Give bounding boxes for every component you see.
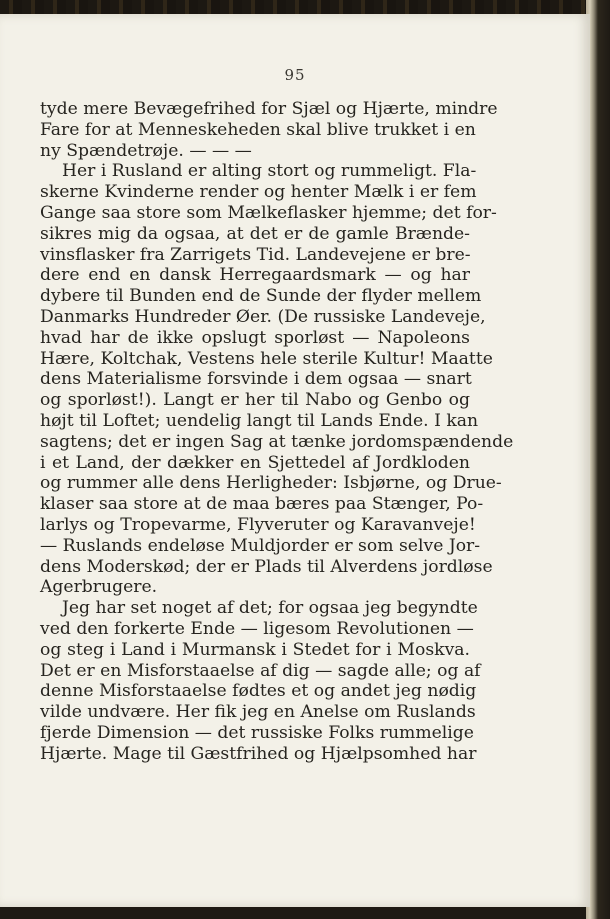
- text-line: ny Spændetrøje. — — —: [40, 140, 252, 161]
- text-line: dens Materialisme forsvinde i dem ogsaa — snart: [40, 369, 472, 390]
- text-line: Hære, Koltchak, Vestens hele sterile Kultur! Maatte: [40, 348, 493, 369]
- text-line: Hjærte. Mage til Gæstfrihed og Hjælpsomhed har: [40, 743, 477, 764]
- text-line: dere end en dansk Herregaardsmark — og har: [40, 265, 470, 286]
- text-line: og rummer alle dens Herligheder: Isbjørne, og Drue-: [40, 473, 502, 494]
- book-page: [0, 14, 590, 907]
- text-line: Fare for at Menneskeheden skal blive trukket i en: [40, 119, 476, 140]
- text-line: og sporløst!). Langt er her til Nabo og Genbo og: [40, 390, 470, 411]
- text-line: ved den forkerte Ende — ligesom Revolutionen —: [40, 618, 474, 639]
- text-line: sikres mig da ogsaa, at det er de gamle Brænde-: [40, 223, 470, 244]
- text-line: højt til Loftet; uendelig langt til Lands Ende. I kan: [40, 410, 479, 431]
- text-line: dens Moderskød; der er Plads til Alverdens jordløse: [40, 556, 493, 577]
- text-line: i et Land, der dækker en Sjettedel af Jordkloden: [40, 452, 470, 473]
- book-top-edge: [0, 0, 610, 14]
- text-line: klaser saa store at de maa bæres paa Stænger, Po-: [40, 494, 484, 515]
- text-line: skerne Kvinderne render og henter Mælk i er fem: [40, 182, 477, 203]
- text-line: — Ruslands endeløse Muldjorder er som selve Jor-: [40, 535, 481, 556]
- page-number: 95: [284, 66, 306, 84]
- text-line: hvad har de ikke opslugt sporløst — Napoleons: [40, 327, 470, 348]
- text-line: denne Misforstaaelse fødtes et og andet jeg nødig: [40, 681, 477, 702]
- text-line: fjerde Dimension — det russiske Folks rummelige: [40, 722, 474, 743]
- text-line: Danmarks Hundreder Øer. (De russiske Landeveje,: [40, 306, 486, 327]
- text-line: vinsflasker fra Zarrigets Tid. Landevejene er bre-: [40, 244, 471, 265]
- text-line: vilde undvære. Her fik jeg en Anelse om Ruslands: [40, 702, 476, 723]
- text-line: dybere til Bunden end de Sunde der flyder mellem: [40, 286, 482, 307]
- text-line: Gange saa store som Mælkeflasker hjemme; det for-: [40, 202, 497, 223]
- text-line: larlys og Tropevarme, Flyveruter og Karavanveje!: [40, 514, 476, 535]
- text-line: Agerbrugere.: [40, 577, 158, 598]
- text-line: Jeg har set noget af det; for ogsaa jeg begyndte: [62, 598, 478, 619]
- text-line: sagtens; det er ingen Sag at tænke jordomspændende: [40, 431, 514, 452]
- text-line: tyde mere Bevægefrihed for Sjæl og Hjærte, mindre: [40, 99, 498, 119]
- page-body-text: [40, 99, 514, 765]
- text-line: Det er en Misforstaaelse af dig — sagde alle; og af: [40, 660, 481, 681]
- text-line: og steg i Land i Murmansk i Stedet for i Moskva.: [40, 639, 470, 660]
- text-line: Her i Rusland er alting stort og rummeligt. Fla-: [62, 161, 477, 182]
